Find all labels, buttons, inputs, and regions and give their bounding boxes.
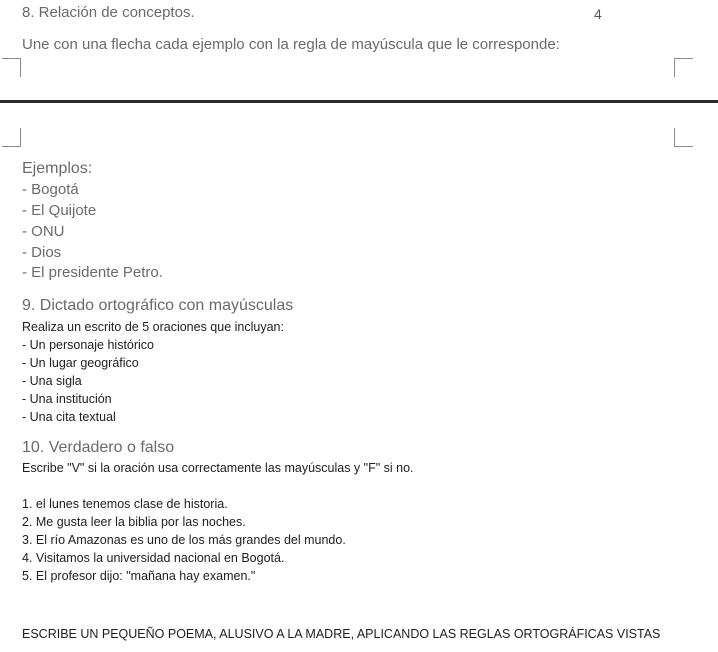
page-divider [0,100,718,103]
dictation-item: - Una institución [22,392,112,406]
true-false-item: 4. Visitamos la universidad nacional en Bogotá. [22,551,285,565]
final-task: ESCRIBE UN PEQUEÑO POEMA, ALUSIVO A LA MADRE, APLICANDO LAS REGLAS ORTOGRÁFICAS VISTAS [22,627,661,641]
page-number: 4 [594,6,602,22]
crop-mark-top-right [674,58,693,77]
true-false-item: 1. el lunes tenemos clase de historia. [22,497,228,511]
section-10-title: 10. Verdadero o falso [22,439,175,456]
dictation-item: - Una cita textual [22,410,116,424]
dictation-item: - Una sigla [22,374,82,388]
example-item: - ONU [22,223,65,240]
example-item: - Dios [22,244,62,261]
section-9-title: 9. Dictado ortográfico con mayúsculas [22,297,294,314]
crop-mark-top-left [2,58,21,77]
example-item: - El Quijote [22,202,97,219]
example-item: - Bogotá [22,181,79,198]
section-10-intro: Escribe "V" si la oración usa correctamente las mayúsculas y "F" si no. [22,461,414,475]
true-false-item: 5. El profesor dijo: "mañana hay examen." [22,569,256,583]
crop-mark-bottom-left [2,128,21,147]
dictation-item: - Un personaje histórico [22,338,155,352]
section-9-intro: Realiza un escrito de 5 oraciones que incluyan: [22,320,284,334]
true-false-item: 2. Me gusta leer la biblia por las noches. [22,515,246,529]
section-8-title: 8. Relación de conceptos. [22,4,195,21]
crop-mark-bottom-right [674,128,693,147]
examples-title: Ejemplos: [22,160,93,177]
dictation-item: - Un lugar geográfico [22,356,139,370]
section-8-instruction: Une con una flecha cada ejemplo con la regla de mayúscula que le corresponde: [22,36,560,53]
true-false-item: 3. El río Amazonas es uno de los más grandes del mundo. [22,533,346,547]
example-item: - El presidente Petro. [22,264,163,281]
